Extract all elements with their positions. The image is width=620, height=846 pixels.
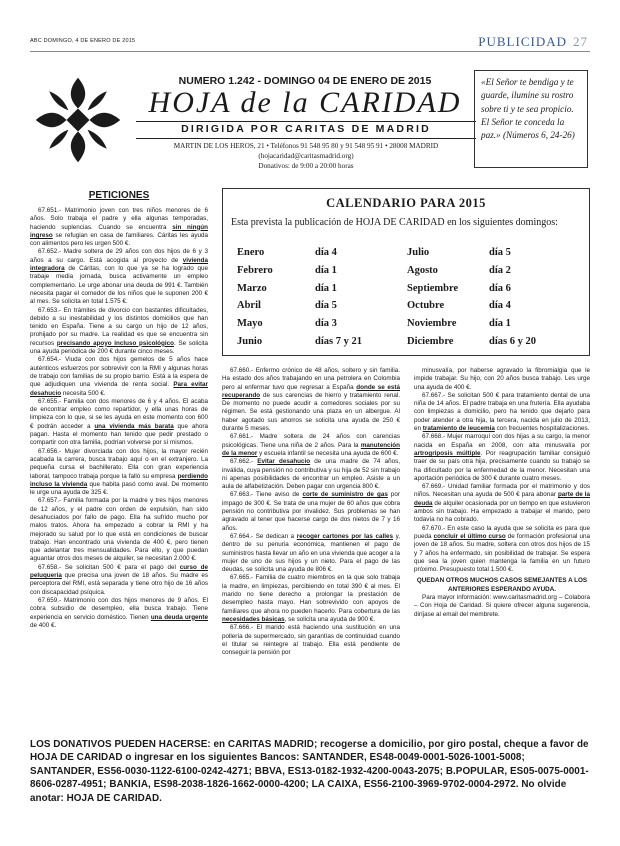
calendar-row xyxy=(237,247,583,265)
issue-line: NUMERO 1.242 - DOMINGO 04 DE ENERO DE 2015 xyxy=(178,75,432,87)
petition-highlight: sin ningún ingreso xyxy=(30,223,208,239)
masthead-subtitle: DIRIGIDA POR CARITAS DE MADRID xyxy=(181,123,431,135)
petition-text-tail: y, dentro de su penuria económica, mantienen el pago de suministros hasta llevar un año en una vivienda que acoger a la mujer de uno de sus hijos y un nieto. Para el pago de las deudas, se solicita una ayuda de 806 €. xyxy=(222,532,400,574)
petition-entry xyxy=(414,525,590,575)
petition-text-tail: se refugian en casa de familiares. Cáritas les ayuda con alimentos pero les urgen 500 €. xyxy=(30,231,208,248)
petition-text: 67.664.- Se dedican a xyxy=(230,532,297,540)
petition-text-tail: por impago de 300 €. Se trata de una mujer de 60 años que cobra pensión no contributiva por invalidez. Sus problemas se han agravado al tener que hacerse cargo de dos nietos de 7 y 16 años. xyxy=(222,491,400,532)
petition-text-tail: de alquiler ocasionada por un tiempo en que estuvieron ambos sin trabajo. Ha empezado a trabajar el marido, pero todavía no ha cobrado. xyxy=(414,499,590,524)
petition-text: 67.656.- Mujer divorciada con dos hijos, la mayor recién acabada la carrera, busca trabajo aquí o en el extranjero. La pequeña cursa el bachillerato. Ella con gran experiencia laboral, tampoco trabaja porque la falló su empresa xyxy=(30,447,208,480)
petition-highlight: artrogriposis múltiple xyxy=(414,449,481,457)
petition-entry xyxy=(222,433,400,458)
petition-text: 67.660.- Enfermo crónico de 48 años, soltero y sin familia. Ha estado dos años trabajando en una petrolera en Colombia pero al enfermar tuvo que regresar a España xyxy=(222,367,400,391)
petition-entry xyxy=(222,624,400,657)
petition-text-tail: . Por reagrupación familiar consiguió traer de su país otra hija, precisamente cuando su trabajo se ha dificultado por la enfermedad de la menor. Necesitan una aportación periódica de 300 € durante cuatro meses. xyxy=(414,449,590,482)
petition-text-tail: de sus carencias de hierro y tratamiento renal. De momento no puede acudir a comedores sociales por su régimen. Se está gestionando una plaza en un albergue. Al haber agotado sus ahorros se solicita una ayuda de 250 € durante 5 meses. xyxy=(222,391,400,433)
calendar-day: día 4 xyxy=(315,247,337,258)
petition-text: 67.667.- Se solicitan 500 € para tratamiento dental de una niña de 14 años. El padre trabaja en una frutería. Ella ayudaba con limpiezas a domicilio, pero ha tenido que dejarlo para poder atender a otra hija, la tercera, nacida en julio de 2013, en xyxy=(414,391,590,433)
section-name: PUBLICIDAD xyxy=(478,34,567,49)
calendar-month: Mayo xyxy=(237,318,263,330)
masthead-title: HOJA de la CARIDAD xyxy=(148,86,462,119)
calendar-month: Enero xyxy=(237,247,265,258)
petition-text-tail: de 400 €. xyxy=(30,621,57,629)
petition-text-tail: de formación profesional una joven de 18 años. Su madre, soltera con otros dos hijos de 15 y 7 años ha enfermado, sin posibilidad de trabajar. Se espera que sea la joven quien mantenga la familia en un futuro próximo. Presupuesto total 1.500 €. xyxy=(414,532,590,574)
petition-text: 67.657.- Familia formada por la madre y tres hijos menores de 12 años, y el padre con orden de expulsión, han sido desahuciados por fallo de pago. Ella ha sufrido mucho por malos tratos. Ahora ha empezado a cobrar la RMI y ha mejorado su salud por lo que está en condiciones de buscar trabajo. Han encontrado una vivienda de 400 €, pero tienen que adelantar tres mensualidades. Para ello, y que puedan aguantar otros dos meses de alquiler, se necesitan 2.000 €. xyxy=(30,497,208,563)
petition-highlight: necesidades básicas xyxy=(222,615,285,623)
calendar-row xyxy=(237,300,583,318)
petition-entry xyxy=(30,398,208,448)
peticiones-column-3 xyxy=(414,367,590,719)
calendar-row xyxy=(237,318,583,336)
petition-text: 67.670.- En este caso la ayuda que se solicita es para que pueda xyxy=(414,524,590,540)
calendar-month: Marzo xyxy=(237,282,267,294)
petition-entry xyxy=(30,497,208,563)
petition-text-tail: con frecuentes hospitalizaciones. xyxy=(494,425,590,433)
calendar-day: día 5 xyxy=(315,300,337,312)
petition-text: 67.661.- Madre soltera de 24 años con carencias psicológicas. Tiene una niña de 2 años. Para la xyxy=(222,433,400,449)
peticiones-column-2 xyxy=(222,367,400,725)
petition-highlight: perdiendo incluso la vivienda xyxy=(30,472,208,488)
petition-text: 67.653.- En trámites de divorcio con bastantes dificultades, debido a su inestabilidad y los distintos domicilios que han tenido en España. Tiene a su cargo un hijo de 12 años, prohijado por su madre. La realidad es que se encuentra sin recursos xyxy=(30,306,208,347)
petition-text-tail: . Se solicita una ayuda periódica de 200 € durante cinco meses. xyxy=(30,339,208,356)
contact-email: (hojacaridad@caritasmadrid.org) xyxy=(258,152,354,160)
calendar-day: día 1 xyxy=(315,264,337,276)
calendar-day: día 6 xyxy=(489,282,511,294)
calendar-month: Noviembre xyxy=(407,318,457,330)
calendar-month: Julio xyxy=(407,247,430,258)
calendar-day: día 5 xyxy=(489,247,511,258)
petition-highlight: una vivienda más barata xyxy=(94,422,174,430)
petition-highlight: precisando apoyo incluso psicológico xyxy=(56,339,174,347)
petition-highlight: Para evitar desahucio xyxy=(30,381,208,397)
petition-text-tail: necesita 500 €. xyxy=(61,389,106,397)
calendar-row xyxy=(237,336,583,354)
calendar-month: Agosto xyxy=(407,264,438,276)
petition-highlight: una deuda urgente xyxy=(150,613,208,621)
calendar-day: día 2 xyxy=(489,264,511,276)
petition-text: 67.665.- Familia de cuatro miembros en la que solo trabaja la madre, en limpiezas, percibiendo en total 390 € al mes. El marido no tiene derecho a prolongar la prestación de desempleo hasta mayo. Han sobrevivido con apoyos de familiares que ahora no pueden hacerlo. Para cobertura de las xyxy=(222,574,400,615)
caritas-cross-logo xyxy=(30,72,126,168)
petition-text-tail: que habita pasó como aval. De momento le urge una ayuda de 325 €. xyxy=(30,480,208,497)
calendar-month: Febrero xyxy=(237,264,273,276)
petition-highlight: tratamiento de leucemia xyxy=(422,425,495,433)
petition-text-tail: que ahora pagan. Hasta el momento han tenido que pedir prestado o compartir con otra familia, podrían volverse por sí mismos. xyxy=(30,422,208,447)
petition-text: 67.651.- Matrimonio joven con tres niños menores de 6 años. Solo trabaja el padre y ella algunas temporadas, haciendo suplencias. Cuando se encuentra xyxy=(30,207,208,231)
petition-entry xyxy=(30,564,208,597)
calendar-day: día 1 xyxy=(489,318,511,330)
newspaper-dateline: ABC DOMINGO, 4 DE ENERO DE 2015 xyxy=(30,38,136,44)
petition-text: 67.669.- Unidad familiar formada por el matrimonio y dos niños. Necesitan una ayuda de 500 € para abonar xyxy=(414,483,590,499)
petition-entry xyxy=(414,392,590,433)
contact-address: MARTIN DE LOS HEROS, 21 • Teléfonos 91 548 95 80 y 91 548 95 91 • 28008 MADRID xyxy=(173,142,439,150)
petition-text: 67.655.- Familia con dos menores de 6 y 4 años. El acaba de encontrar empleo como repartidor, y ella unas horas de limpieza con lo que, si se les ayuda en este momento con 600 € podrán acceder a xyxy=(30,397,208,430)
petition-entry xyxy=(222,574,400,624)
masthead-rule-bottom xyxy=(136,138,476,139)
petition-entry xyxy=(30,356,208,397)
peticiones-column-1 xyxy=(30,207,208,725)
petition-text-tail: de Cáritas, con lo que ya se ha logrado que trabaje media jornada, busca activamente un empleo complementario. Le urge abonar una deuda de 991 €. También necesita pagar el comedor de los niños que le suponen 200 € al mes. Se solicita en total 1.575 €. xyxy=(30,265,208,306)
petition-entry xyxy=(414,367,590,392)
petition-entry xyxy=(222,491,400,532)
petition-entry xyxy=(30,597,208,630)
petition-entry xyxy=(30,207,208,248)
info-note: Para mayor información: www.caritasmadrid.org – Colabora – Con Hoja de Caridad. Si quiere ofrecer alguna sugerencia, diríjase al email del membrete. xyxy=(414,594,590,618)
section-label xyxy=(478,34,588,50)
petition-highlight: corte de suministro de gas xyxy=(302,491,388,499)
bible-quote-box xyxy=(474,70,588,168)
petition-highlight: concluir el último curso xyxy=(433,532,506,540)
petition-text: 67.658.- Se solicitan 500 € para el pago del xyxy=(38,563,180,571)
calendar-grid xyxy=(237,247,583,354)
petition-highlight: Evitar desahucio xyxy=(257,458,311,466)
petition-text-tail: de una madre de 74 años, inválida, cuya pensión no contributiva y su hija de 52 sin trabajo ni apenas posibilidades de encontrar un empleo. Asiste a un aula de alfabetización. Deben pagar con urgencia 800 €. xyxy=(222,458,400,491)
calendar-day: día 3 xyxy=(315,318,337,330)
calendar-day: días 6 y 20 xyxy=(489,335,536,347)
petition-highlight: curso de peluquería xyxy=(30,563,208,580)
petition-highlight: donde se está recuperando xyxy=(222,383,400,399)
petition-text: 67.654.- Viuda con dos hijos gemelos de 5 años hace auténticos esfuerzos por sobrevivir con la RMI y algunas horas de trabajo con familias de su propio barrio. Está a la espera de que adjudiquen una vivienda de renta social. xyxy=(30,356,208,389)
calendar-title: CALENDARIO PARA 2015 xyxy=(326,196,486,210)
petition-highlight: parte de la deuda xyxy=(414,491,590,507)
calendar-month: Septiembre xyxy=(407,282,459,294)
calendar-month: Octubre xyxy=(407,300,445,312)
quote-text: «El Señor te bendiga y te guarde, ilumine su rostro sobre ti y te sea propicio. El Señor te conceda la paz.» xyxy=(481,77,574,141)
calendar-row xyxy=(237,265,583,283)
quedan-notice: QUEDAN OTROS MUCHOS CASOS SEMEJANTES A LOS ANTERIORES ESPERANDO AYUDA. xyxy=(416,577,588,593)
peticiones-heading: PETICIONES xyxy=(88,190,150,201)
petition-highlight: manutención de la menor xyxy=(222,441,400,457)
masthead-contact xyxy=(130,141,482,171)
calendar-month: Abril xyxy=(237,300,261,312)
petition-text-tail: , se solicita una ayuda de 900 €. xyxy=(284,615,375,623)
donation-banner: LOS DONATIVOS PUEDEN HACERSE: en CARITAS MADRID; recogerse a domicilio, por giro postal, cheque a favor de HOJA DE CARIDAD o ingresar en los siguientes Bancos: SANTANDER, ES48-0049-0001-5026-1001-5008; SANTANDER, ES56-0030-1122-6100-0242-4271; BBVA, ES13-0182-1932-4200-0043-2075; B.POPULAR, ES05-0075-0001-8606-0287-4951; BANKIA, ES98-2038-1826-1662-0000-4200; LA CAIXA, ES56-2100-3969-9702-0004-2972. No olvide anotar: HOJA DE CARIDAD. xyxy=(30,739,589,804)
petition-entry xyxy=(30,248,208,306)
petition-entry xyxy=(222,458,400,491)
calendar-box xyxy=(222,188,590,356)
header-divider xyxy=(30,51,590,52)
petition-entry xyxy=(30,307,208,357)
calendar-month: Junio xyxy=(237,335,263,347)
petition-text: 67.659.- Matrimonio con dos hijos menores de 9 años. El cobra subsidio de desempleo, ella busca trabajo. Tiene experiencia en servicio doméstico. Tienen xyxy=(30,596,208,621)
petition-text-tail: y escuela infantil se necesita una ayuda de 600 €. xyxy=(257,449,399,457)
petition-highlight: recoger cartones por las calles xyxy=(296,532,393,540)
petition-text: minusvalía, por haberse agravado la fibromialgia que le impide trabajar. Su hijo, con 20 años busca trabajo. Les urge una ayuda de 400 €. xyxy=(414,367,590,391)
contact-hours: Donativos: de 9:00 a 20:00 horas xyxy=(258,162,354,170)
calendar-intro: Esta prevista la publicación de HOJA DE CARIDAD en los siguientes domingos: xyxy=(231,217,558,228)
masthead-rule-top xyxy=(136,121,476,122)
calendar-day: día 1 xyxy=(315,282,337,294)
petition-text: 67.666.- El marido está haciendo una sustitución en una pollería de supermercado, sin garantías de continuidad cuando el titular se reintegre al trabajo. Ella está pendiente de conseguir la pensión por xyxy=(222,624,400,657)
page-number: 27 xyxy=(573,34,588,49)
calendar-day: día 4 xyxy=(489,300,511,312)
petition-entry xyxy=(222,533,400,574)
calendar-day: días 7 y 21 xyxy=(315,335,362,347)
petition-text-tail: que precisa una joven de 18 años. Su madre es perceptora del RMI, está separada y tiene otro hijo de 16 años con discapacidad psíquica. xyxy=(30,572,208,596)
calendar-month: Diciembre xyxy=(407,335,454,347)
petition-highlight: vivienda integradora xyxy=(30,256,208,273)
petition-entry xyxy=(30,448,208,498)
petition-text: 67.668.- Mujer marroquí con dos hijas a su cargo, la menor nacida en España en 2008, con alta minusvalía por xyxy=(414,433,590,449)
petition-entry xyxy=(414,433,590,483)
calendar-row xyxy=(237,283,583,301)
petition-entry xyxy=(222,367,400,433)
petition-text: 67.662.- xyxy=(230,458,258,466)
petition-text: 67.663.- Tiene aviso de xyxy=(230,491,303,499)
quote-reference: (Números 6, 24-26) xyxy=(502,130,575,141)
petition-entry xyxy=(414,483,590,524)
petition-text: 67.652.- Madre soltera de 29 años con dos hijos de 6 y 3 años a su cargo. Está acogida al proyecto de xyxy=(30,248,208,264)
